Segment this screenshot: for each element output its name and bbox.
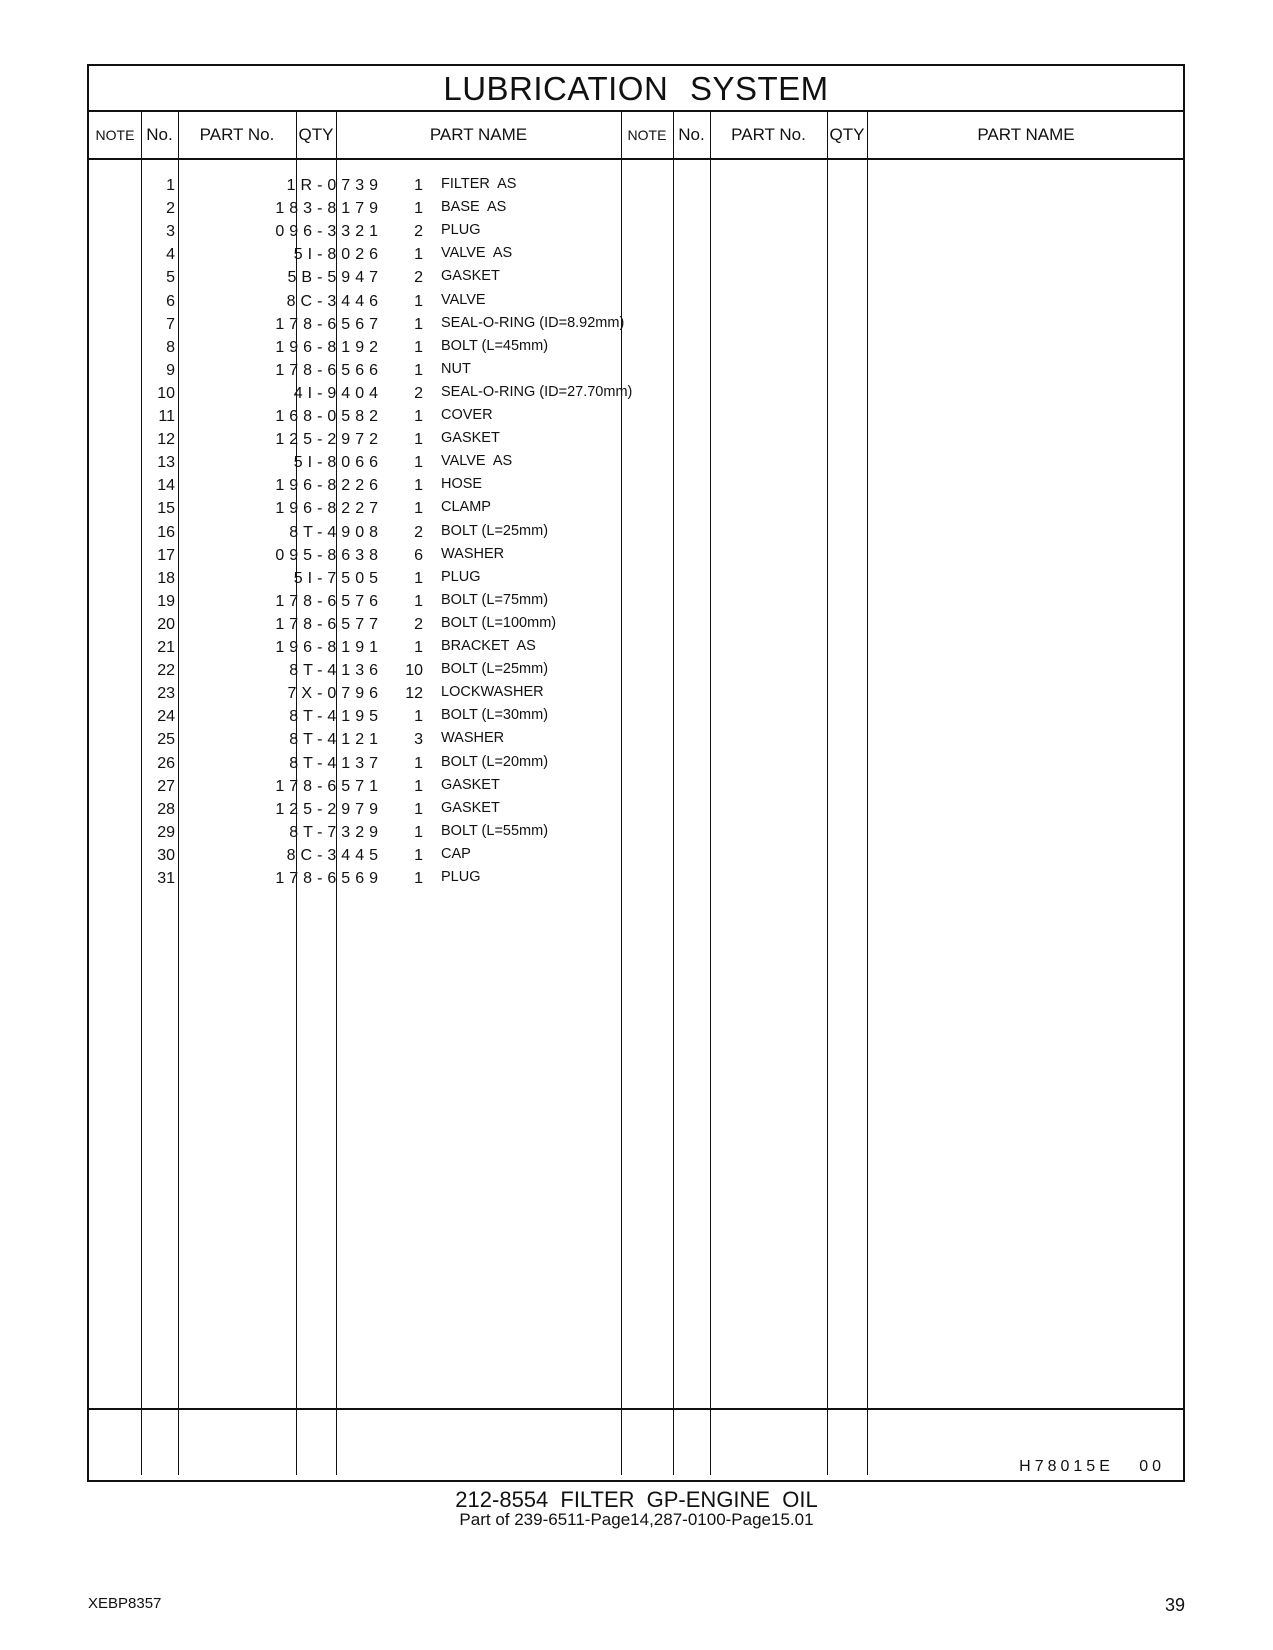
table-row (89, 867, 1183, 890)
item-number: 30 (157, 846, 175, 864)
quantity: 10 (405, 662, 423, 680)
part-name: BASE AS (441, 199, 507, 216)
item-number: 27 (157, 777, 175, 795)
item-number: 15 (157, 500, 175, 518)
part-number: 8C-3445 (286, 846, 383, 864)
table-row (89, 636, 1183, 659)
part-number: 196-8192 (275, 338, 383, 356)
quantity: 1 (414, 431, 423, 449)
quantity: 1 (414, 338, 423, 356)
part-name: CLAMP (441, 499, 491, 516)
part-number: 8T-4121 (289, 731, 383, 749)
item-number: 17 (157, 546, 175, 564)
table-row (89, 220, 1183, 243)
part-number: 196-8227 (275, 500, 383, 518)
part-number: 178-6566 (275, 361, 383, 379)
header-note: NOTE (95, 127, 135, 143)
table-row (89, 590, 1183, 613)
part-number: 196-8191 (275, 639, 383, 656)
part-name: GASKET (441, 799, 500, 816)
table-row (89, 567, 1183, 590)
header-no-2: No. (678, 125, 705, 144)
quantity: 1 (414, 315, 423, 333)
table-row (89, 521, 1183, 544)
part-name: BOLT (L=30mm) (441, 707, 549, 724)
table-row (89, 405, 1183, 428)
part-name: BOLT (L=100mm) (441, 614, 557, 631)
footer-divider (89, 1408, 1183, 1410)
part-number: 178-6571 (275, 777, 383, 795)
table-row (89, 313, 1183, 336)
part-number: 5B-5947 (287, 269, 383, 287)
item-number: 31 (157, 870, 175, 887)
document-id: XEBP8357 (88, 1595, 162, 1612)
part-name: BOLT (L=25mm) (441, 522, 549, 539)
item-number: 7 (166, 315, 175, 333)
part-number: 125-2979 (275, 800, 383, 818)
table-row (89, 243, 1183, 266)
quantity: 1 (414, 454, 423, 472)
quantity: 2 (414, 269, 423, 287)
part-name: VALVE AS (441, 245, 513, 262)
item-number: 28 (157, 800, 175, 818)
quantity: 1 (414, 200, 423, 218)
part-name: HOSE (441, 476, 483, 493)
part-number: 5I-8026 (293, 246, 383, 264)
part-number: 125-2972 (275, 431, 383, 449)
part-name: GASKET (441, 776, 500, 793)
part-number: 178-6567 (275, 315, 383, 333)
item-number: 5 (166, 269, 175, 287)
header-qty: QTY (298, 125, 334, 144)
group-caption: 212-8554 FILTER GP-ENGINE OIL (455, 1487, 818, 1512)
table-row (89, 659, 1183, 682)
item-number: 16 (157, 523, 175, 541)
part-name: PLUG (441, 568, 481, 585)
table-row (89, 428, 1183, 451)
table-row (89, 682, 1183, 705)
header-no: No. (146, 125, 173, 144)
header-part-no: PART No. (199, 125, 275, 144)
part-number: 178-6577 (275, 615, 383, 633)
table-row (89, 474, 1183, 497)
part-number: 096-3321 (275, 223, 383, 241)
part-name: PLUG (441, 869, 481, 885)
part-name: GASKET (441, 430, 500, 447)
part-name: BOLT (L=55mm) (441, 822, 549, 839)
part-name: VALVE AS (441, 453, 513, 470)
quantity: 6 (414, 546, 423, 564)
parts-table-frame (87, 64, 1185, 1482)
quantity: 2 (414, 223, 423, 241)
quantity: 1 (414, 292, 423, 310)
quantity: 1 (414, 708, 423, 726)
item-number: 3 (166, 223, 175, 241)
part-number: 1R-0739 (286, 177, 383, 194)
part-number: 178-6569 (275, 870, 383, 887)
item-number: 2 (166, 200, 175, 218)
table-row (89, 705, 1183, 728)
item-number: 12 (157, 431, 175, 449)
table-row (89, 290, 1183, 313)
illustration-code: H78015E 00 (1019, 1458, 1165, 1475)
table-row (89, 451, 1183, 474)
item-number: 6 (166, 292, 175, 310)
table-row (89, 844, 1183, 867)
table-row (89, 197, 1183, 220)
page-number: 39 (1164, 1595, 1185, 1615)
item-number: 9 (166, 361, 175, 379)
table-row (89, 821, 1183, 844)
part-name: BOLT (L=75mm) (441, 591, 549, 608)
quantity: 1 (414, 754, 423, 772)
item-number: 14 (157, 477, 175, 495)
part-name: SEAL-O-RING (ID=8.92mm) (441, 314, 625, 331)
quantity: 1 (414, 777, 423, 795)
part-name: FILTER AS (441, 176, 517, 192)
table-row (89, 728, 1183, 751)
header-part-name: PART NAME (429, 125, 528, 144)
table-row (89, 359, 1183, 382)
part-name: NUT (441, 360, 471, 377)
part-name: PLUG (441, 222, 481, 239)
part-name: BOLT (L=20mm) (441, 753, 549, 770)
part-name: CAP (441, 845, 471, 862)
quantity: 1 (414, 361, 423, 379)
quantity: 2 (414, 523, 423, 541)
item-number: 13 (157, 454, 175, 472)
quantity: 1 (414, 500, 423, 518)
part-name: LOCKWASHER (441, 684, 544, 701)
table-row (89, 798, 1183, 821)
part-number: 7X-0796 (287, 685, 383, 703)
table-row (89, 544, 1183, 567)
quantity: 1 (414, 408, 423, 425)
part-number: 168-0582 (275, 408, 383, 425)
part-number: 8T-7329 (289, 823, 383, 841)
item-number: 8 (166, 338, 175, 356)
table-row (89, 382, 1183, 405)
part-number: 8T-4908 (289, 523, 383, 541)
header-part-no-2: PART No. (731, 125, 806, 144)
part-number: 196-8226 (275, 477, 383, 495)
table-row (89, 752, 1183, 775)
table-row (89, 336, 1183, 359)
header-qty-2: QTY (829, 125, 865, 144)
quantity: 1 (414, 477, 423, 495)
part-name: WASHER (441, 545, 505, 562)
item-number: 20 (157, 615, 175, 633)
part-name: GASKET (441, 268, 500, 285)
quantity: 3 (414, 731, 423, 749)
quantity: 1 (414, 870, 423, 887)
item-number: 23 (157, 685, 175, 703)
item-number: 21 (157, 639, 175, 656)
part-name: COVER (441, 407, 493, 423)
quantity: 1 (414, 569, 423, 587)
group-subcaption: Part of 239-6511-Page14,287-0100-Page15.01 (459, 1510, 814, 1529)
item-number: 4 (166, 246, 175, 264)
part-number: 095-8638 (275, 546, 383, 564)
part-number: 8T-4137 (289, 754, 383, 772)
part-number: 5I-7505 (293, 569, 383, 587)
table-row (89, 775, 1183, 798)
part-number: 178-6576 (275, 592, 383, 610)
part-number: 8T-4195 (289, 708, 383, 726)
quantity: 1 (414, 800, 423, 818)
part-name: WASHER (441, 730, 505, 747)
part-number: 8T-4136 (289, 662, 383, 680)
quantity: 1 (414, 823, 423, 841)
part-name: BOLT (L=25mm) (441, 661, 549, 678)
item-number: 22 (157, 662, 175, 680)
table-row (89, 613, 1183, 636)
table-row (89, 266, 1183, 289)
part-number: 183-8179 (275, 200, 383, 218)
quantity: 2 (414, 384, 423, 402)
quantity: 1 (414, 246, 423, 264)
header-part-name-2: PART NAME (977, 125, 1075, 144)
header-note-2: NOTE (627, 127, 667, 143)
quantity: 2 (414, 615, 423, 633)
item-number: 10 (157, 384, 175, 402)
part-name: SEAL-O-RING (ID=27.70mm) (441, 383, 633, 400)
item-number: 18 (157, 569, 175, 587)
quantity: 1 (414, 639, 423, 656)
item-number: 19 (157, 592, 175, 610)
part-name: BOLT (L=45mm) (441, 337, 549, 354)
part-number: 5I-8066 (293, 454, 383, 472)
quantity: 1 (414, 846, 423, 864)
item-number: 26 (157, 754, 175, 772)
item-number: 1 (166, 177, 175, 194)
part-name: VALVE (441, 291, 486, 308)
quantity: 12 (405, 685, 423, 703)
item-number: 24 (157, 708, 175, 726)
table-row (89, 497, 1183, 520)
part-number: 4I-9404 (293, 384, 383, 402)
quantity: 1 (414, 177, 423, 194)
table-row (89, 174, 1183, 197)
item-number: 25 (157, 731, 175, 749)
item-number: 29 (157, 823, 175, 841)
part-name: BRACKET AS (441, 638, 536, 654)
part-number: 8C-3446 (286, 292, 383, 310)
table-header (89, 112, 1183, 160)
quantity: 1 (414, 592, 423, 610)
item-number: 11 (158, 408, 175, 425)
section-title: LUBRICATION SYSTEM (89, 66, 1183, 112)
